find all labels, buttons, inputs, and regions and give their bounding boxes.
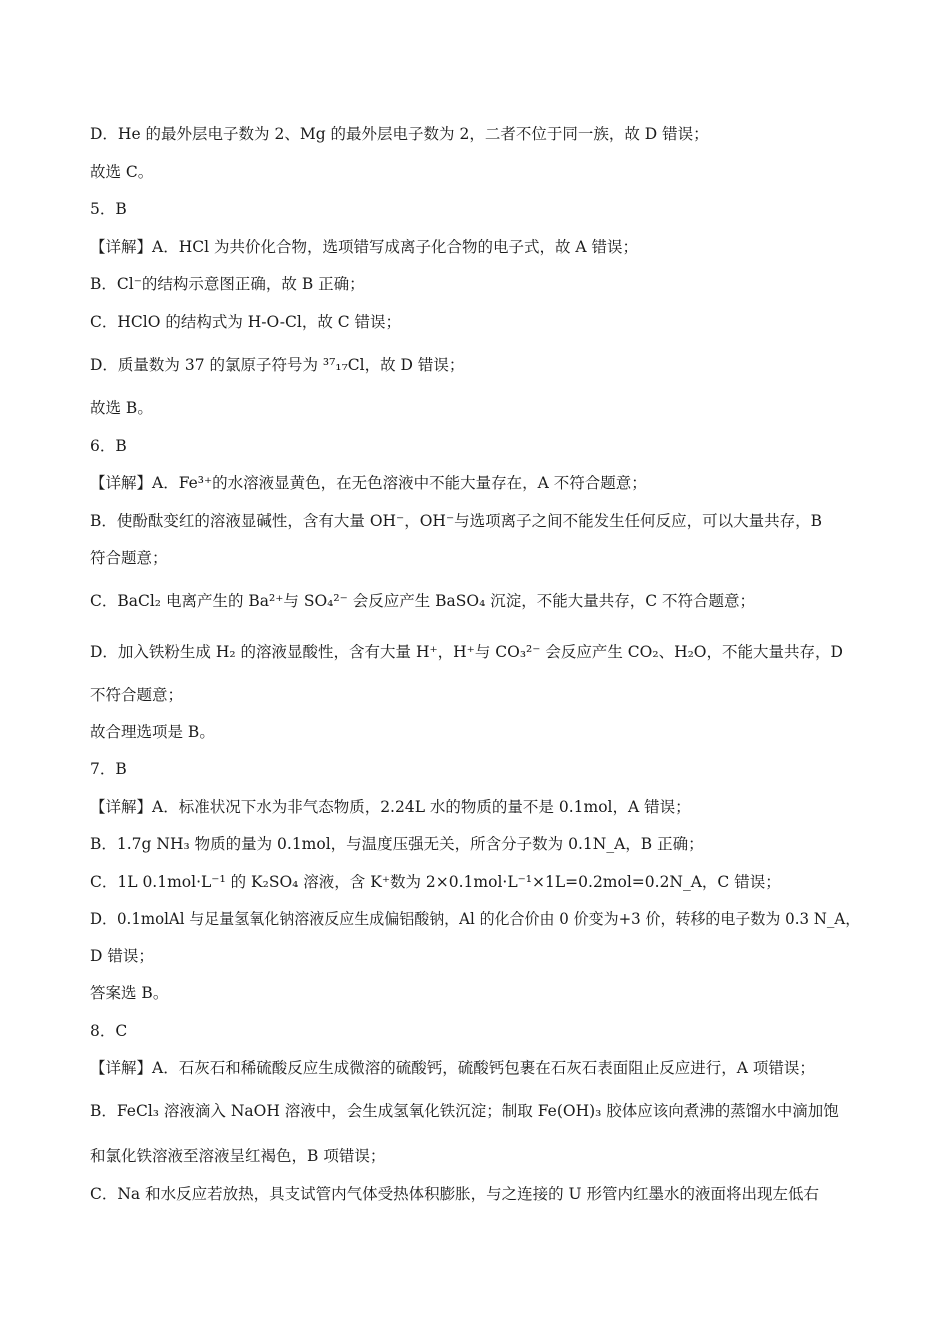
text-line: C．Na 和水反应若放热，具支试管内气体受热体积膨胀，与之连接的 U 形管内红墨水的液面将出现左低右 (90, 1185, 820, 1203)
text-line: 故选 C。 (90, 163, 154, 181)
text-line: D 错误； (90, 947, 154, 965)
text-line: 【详解】A．HCl 为共价化合物，选项错写成离子化合物的电子式，故 A 错误； (90, 238, 639, 256)
text-line: B．FeCl₃ 溶液滴入 NaOH 溶液中，会生成氢氧化铁沉淀；制取 Fe(OH)₃ 胶体应该向煮沸的蒸馏水中滴加饱 (90, 1102, 839, 1120)
text-line: 【详解】A．石灰石和稀硫酸反应生成微溶的硫酸钙，硫酸钙包裹在石灰石表面阻止反应进行，A 项错误； (90, 1059, 815, 1077)
text-line: D．0.1molAl 与足量氢氧化钠溶液反应生成偏铝酸钠，Al 的化合价由 0 价变为+3 价，转移的电子数为 0.3 N_A， (90, 910, 861, 928)
question-number: 6．B (90, 437, 127, 455)
text-line: D．He 的最外层电子数为 2、Mg 的最外层电子数为 2，二者不位于同一族，故 D 错误； (90, 125, 709, 143)
text-line: 【详解】A．Fe³⁺的水溶液显黄色，在无色溶液中不能大量存在，A 不符合题意； (90, 474, 647, 492)
text-line: B．使酚酞变红的溶液显碱性，含有大量 OH⁻，OH⁻与选项离子之间不能发生任何反应，可以大量共存，B (90, 512, 823, 530)
text-line: B．Cl⁻的结构示意图正确，故 B 正确； (90, 275, 365, 293)
text-line: 故合理选项是 B。 (90, 723, 215, 741)
text-line: 不符合题意； (90, 686, 184, 704)
text-line: D．加入铁粉生成 H₂ 的溶液显酸性，含有大量 H⁺，H⁺与 CO₃²⁻ 会反应产生 CO₂、H₂O，不能大量共存，D (90, 643, 843, 661)
text-line: C．1L 0.1mol·L⁻¹ 的 K₂SO₄ 溶液，含 K⁺数为 2×0.1mol·L⁻¹×1L=0.2mol=0.2N_A，C 错误； (90, 873, 781, 891)
question-number: 5．B (90, 200, 127, 218)
text-line: C．BaCl₂ 电离产生的 Ba²⁺与 SO₄²⁻ 会反应产生 BaSO₄ 沉淀，不能大量共存，C 不符合题意； (90, 592, 756, 610)
text-line: D．质量数为 37 的氯原子符号为 ³⁷₁₇Cl，故 D 错误； (90, 356, 465, 374)
text-line: 符合题意； (90, 549, 168, 567)
text-line: C．HClO 的结构式为 H-O-Cl，故 C 错误； (90, 313, 402, 331)
text-line: 答案选 B。 (90, 984, 169, 1002)
question-number: 8．C (90, 1022, 128, 1040)
question-number: 7．B (90, 760, 127, 778)
text-line: 和氯化铁溶液至溶液呈红褐色，B 项错误； (90, 1147, 386, 1165)
text-line: 【详解】A．标准状况下水为非气态物质，2.24L 水的物质的量不是 0.1mol，A 错误； (90, 798, 691, 816)
text-line: B．1.7g NH₃ 物质的量为 0.1mol，与温度压强无关，所含分子数为 0.1N_A，B 正确； (90, 835, 704, 853)
text-line: 故选 B。 (90, 399, 153, 417)
